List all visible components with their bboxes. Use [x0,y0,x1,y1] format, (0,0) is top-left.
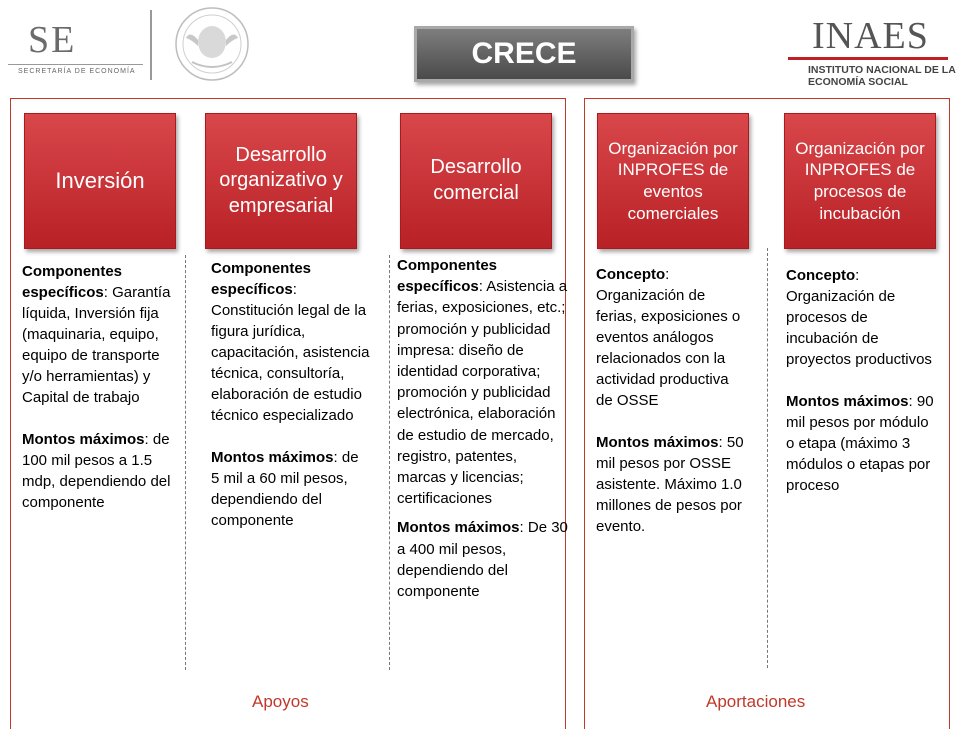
concept-heading: Concepto [786,267,856,284]
montos-text: 50 mil pesos por OSSE asistente. Máximo 1.0 millones de pesos por evento. [596,434,744,535]
inaes-logo-subtitle [808,64,956,88]
montos-heading: Montos máximos [211,449,334,466]
column-divider [767,248,768,668]
inaes-subtitle-line2: ECONOMÍA SOCIAL [808,76,908,88]
aportaciones-label: Aportaciones [706,692,806,711]
concept-text: Organización de procesos de incubación de proyectos productivos [786,288,932,368]
header-divider [150,10,152,80]
desarrollo-organizativo-details: Componentes específicos: Constitución legal de la figura jurídica, capacitación, asistencia técnica, consultoría, elaboración de estudio técnico especializado Montos máximos: de 5 mil a 60 mil pesos, dependiendo del componente [211,260,370,529]
eventos-comerciales-details: Concepto: Organización de ferias, exposiciones o eventos análogos relacionados con la actividad productiva de OSSE Montos máximos: 50 mil pesos por OSSE asistente. Máximo 1.0 millones de pesos por evento. [596,266,744,535]
se-logo-rule [8,64,143,65]
procesos-incubacion-details: Concepto: Organización de procesos de incubación de proyectos productivos Montos máximos: 90 mil pesos por módulo o etapa (máximo 3 módulos o etapas por proceso [786,267,934,494]
inversion-details: Componentes específicos: Garantía líquida, Inversión fija (maquinaria, equipo, equipo de transporte y/o herramientas) y Capital de trabajo Montos máximos: de 100 mil pesos a 1.5 mdp, dependiendo del componente [22,263,171,511]
inaes-logo [782,12,956,92]
montos-text: de 100 mil pesos a 1.5 mdp, dependiendo del componente [22,431,171,511]
components-text: Garantía líquida, Inversión fija (maquinaria, equipo, equipo de transporte y/o herramientas) y Capital de trabajo [22,284,171,406]
se-logo-subtitle: SECRETARÍA DE ECONOMÍA [18,68,136,75]
components-heading: Componentes específicos [397,257,498,296]
montos-heading: Montos máximos [397,519,520,537]
montos-heading: Montos máximos [596,434,719,451]
se-logo [8,14,143,74]
concept-text: Organización de ferias, exposiciones o eventos análogos relacionados con la actividad productiva de OSSE [596,287,741,409]
components-heading: Componentes específicos [211,260,312,298]
montos-heading: Montos máximos [786,393,909,410]
montos-heading: Montos máximos [22,431,145,448]
components-text: Constitución legal de la figura jurídica, capacitación, asistencia técnica, consultoría, elaboración de estudio técnico especializado [211,302,370,424]
inaes-subtitle-line1: INSTITUTO NACIONAL DE LA [808,64,956,76]
components-text: Asistencia a ferias, exposiciones, etc.; promoción y publicidad impresa: diseño de identidad corporativa; promoción y publicidad electrónica, elaboración de estudio de mercado, registro, patentes, marcas y licencias; certificaciones [397,278,568,508]
desarrollo-comercial-details: Componentes específicos: Asistencia a ferias, exposiciones, etc.; promoción y publicidad impresa: diseño de identidad corporativa; promoción y publicidad electrónica, elaboración de estudio de mercado, registro, patentes, marcas y licencias; certificaciones Montos máximos: De 30 a 400 mil pesos, dependiendo del componente [397,257,568,601]
column-divider [185,255,186,670]
components-heading: Componentes específicos [22,263,123,301]
montos-text: De 30 a 400 mil pesos, dependiendo del componente [397,519,568,601]
column-divider [389,255,390,670]
box-desarrollo-comercial: Desarrollo comercial [400,113,552,249]
national-seal-icon [162,4,262,84]
box-procesos-incubacion: Organización por INPROFES de procesos de incubación [784,113,936,249]
box-inversion: Inversión [24,113,176,249]
box-desarrollo-organizativo: Desarrollo organizativo y empresarial [205,113,357,249]
montos-text: 90 mil pesos por módulo o etapa (máximo 3 módulos o etapas por proceso [786,393,934,494]
concept-heading: Concepto [596,266,666,283]
se-logo-acronym: SE [28,19,77,61]
inaes-logo-acronym: INAES [812,15,929,57]
montos-text: de 5 mil a 60 mil pesos, dependiendo del componente [211,449,359,529]
inaes-logo-rule [788,57,948,60]
page-title: CRECE [414,26,634,82]
apoyos-label: Apoyos [252,692,309,711]
box-eventos-comerciales: Organización por INPROFES de eventos comerciales [597,113,749,249]
